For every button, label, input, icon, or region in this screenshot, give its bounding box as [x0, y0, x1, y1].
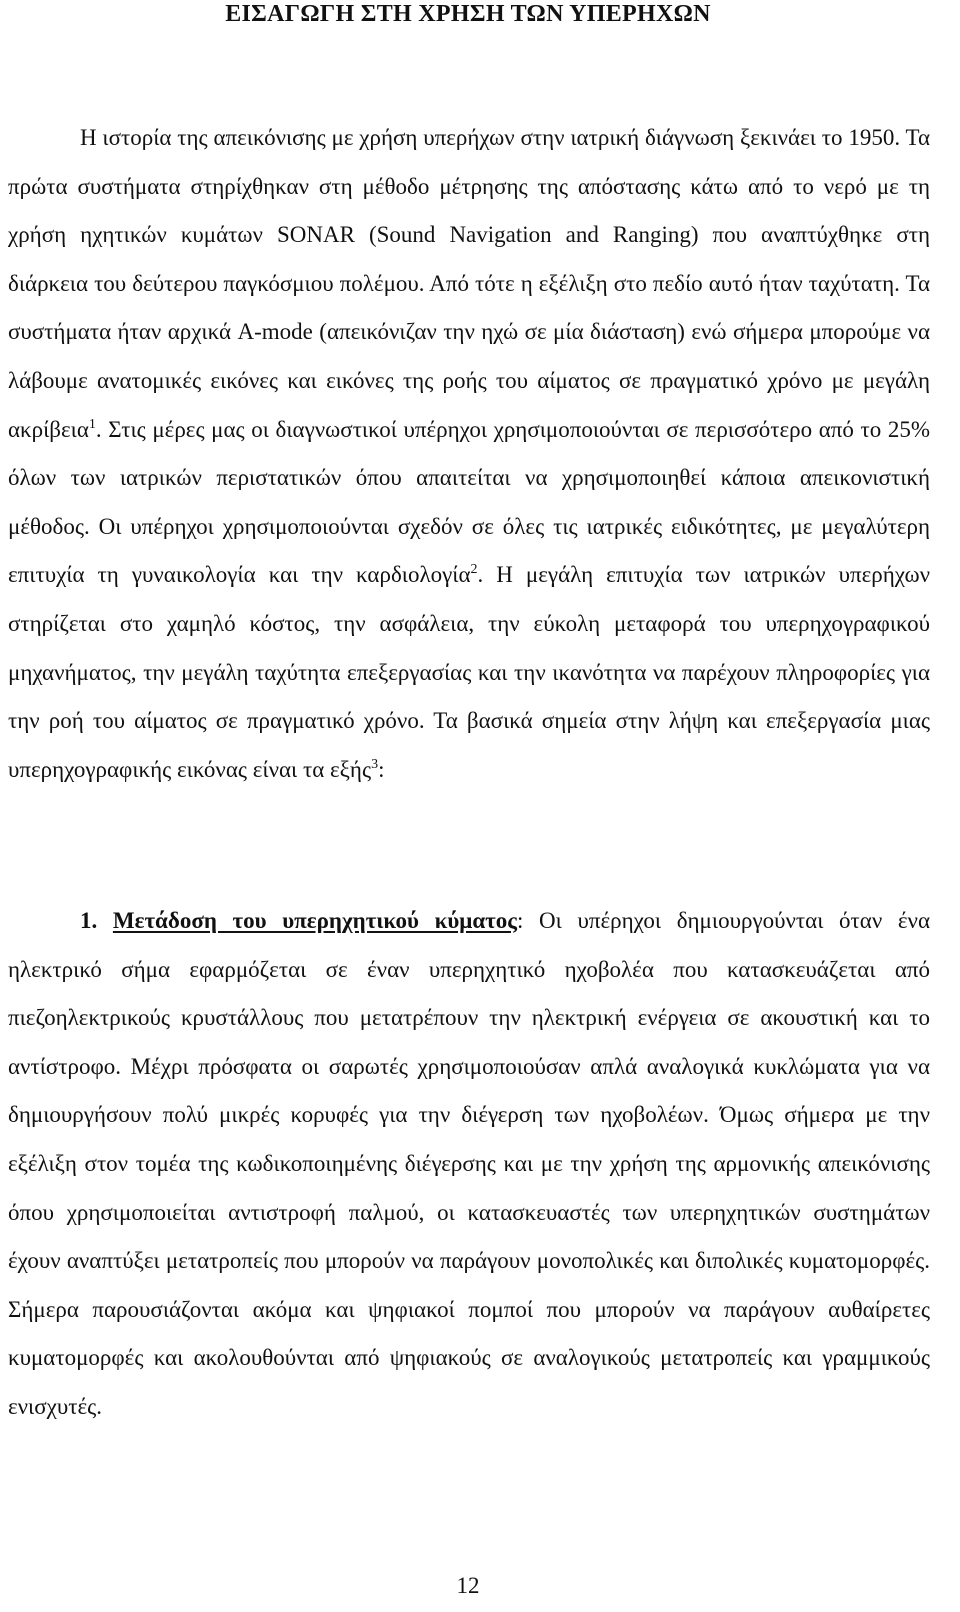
section-1-heading: Μετάδοση του υπερηχητικού κύματος [112, 908, 517, 933]
intro-text-part-d: : [378, 756, 385, 782]
section-1-paragraph [8, 897, 930, 1432]
reference-1: 1 [88, 416, 96, 432]
intro-text-part-b: . Στις μέρες μας οι διαγνωστικοί υπέρηχοι χρησιμοποιούνται σε περισσότερο από το 25% όλων των ιατρικών περιστατικών όπου απαιτείται να χρησιμοποιηθεί κάποια απεικονιστική μέθοδος. Οι υπέρηχοι χρησιμοποιούνται σχεδόν σε όλες τις ιατρικές ειδικότητες, με μεγαλύτερη επιτυχία τη γυναικολογία και την καρδιολογία [8, 416, 930, 588]
section-1-body: : Οι υπέρηχοι δημιουργούνται όταν ένα ηλεκτρικό σήμα εφαρμόζεται σε έναν υπερηχητικό ηχοβολέα που κατασκευάζεται από πιεζοηλεκτρικούς κρυστάλλους που μετατρέπουν την ηλεκτρική ενέργεια σε ακουστική και το αντίστροφο. Μέχρι πρόσφατα οι σαρωτές χρησιμοποιούσαν απλά αναλογικά κυκλώματα για να δημιουργήσουν πολύ μικρές κορυφές για την διέγερση των ηχοβολέων. Όμως σήμερα με την εξέλιξη στον τομέα της κωδικοποιημένης διέγερσης και με την χρήση της αρμονικής απεικόνισης όπου χρησιμοποιείται αντιστροφή παλμού, οι κατασκευαστές των υπερηχητικών συστημάτων έχουν αναπτύξει μετατροπείς που μπορούν να παράγουν μονοπολικές και διπολικές κυματομορφές. Σήμερα παρουσιάζονται ακόμα και ψηφιακοί πομποί που μπορούν να παράγουν αυθαίρετες κυματομορφές και ακολουθούνται από ψηφιακούς σε αναλογικούς μετατροπείς και γραμμικούς ενισχυτές. [8, 908, 930, 1419]
intro-text-part-a: Η ιστορία της απεικόνισης με χρήση υπερήχων στην ιατρική διάγνωση ξεκινάει το 1950. Τα πρώτα συστήματα στηρίχθηκαν στη μέθοδο μέτρησης της απόστασης κάτω από το νερό με τη χρήση ηχητικών κυμάτων SONAR (Sound Navigation and Ranging) που αναπτύχθηκε στη διάρκεια του δεύτερου παγκόσμιου πολέμου. Από τότε η εξέλιξη στο πεδίο αυτό ήταν ταχύτατη. Τα συστήματα ήταν αρχικά A-mode (απεικόνιζαν την ηχώ σε μία διάσταση) ενώ σήμερα μπορούμε να λάβουμε ανατομικές εικόνες και εικόνες της ροής του αίματος σε πραγματικό χρόνο με μεγάλη ακρίβεια [8, 125, 930, 442]
page-number: 12 [456, 1573, 480, 1598]
reference-3: 3 [371, 756, 379, 772]
page-title: ΕΙΣΑΓΩΓΗ ΣΤΗ ΧΡΗΣΗ ΤΩΝ ΥΠΕΡΗΧΩΝ [225, 1, 711, 27]
intro-text-part-c: . Η μεγάλη επιτυχία των ιατρικών υπερήχων στηρίζεται στο χαμηλό κόστος, την ασφάλεια, την εύκολη μεταφορά του υπερηχογραφικού μηχανήματος, την μεγάλη ταχύτητα επεξεργασίας και την ικανότητα να παρέχουν πληροφορίες για την ροή του αίματος σε πραγματικό χρόνο. Τα βασικά σημεία στην λήψη και επεξεργασία μιας υπερηχογραφικής εικόνας είναι τα εξής [8, 562, 930, 782]
section-1-number: 1. [80, 908, 98, 933]
reference-2: 2 [470, 562, 478, 578]
intro-paragraph [8, 114, 930, 794]
